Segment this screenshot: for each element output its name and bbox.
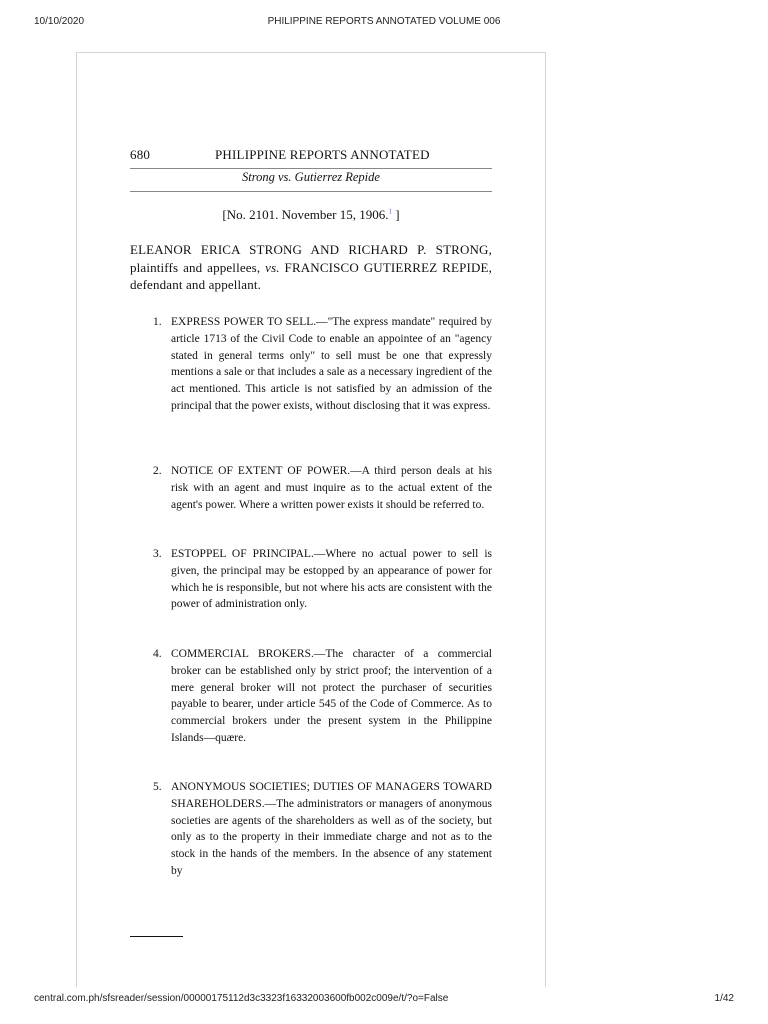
syllabus-item: [153, 314, 492, 415]
docket-line: [130, 207, 492, 223]
header-rule-bottom: [130, 191, 492, 192]
syllabus-text: ESTOPPEL OF PRINCIPAL.—Where no actual power to sell is given, the principal may be estopped by an appearance of power for which he is responsible, but not where his acts are consistent with the power of administration only.: [171, 548, 492, 611]
parties-part-1: ELEANOR ERICA STRONG AND RICHARD P. STRONG, plaintiffs and appellees,: [130, 242, 492, 275]
print-footer-url: central.com.ph/sfsreader/session/00000175112d3c3323f16332003600fb002c009e/t/?o=False: [34, 993, 449, 1004]
footnote-rule: [130, 936, 183, 937]
print-header-title: PHILIPPINE REPORTS ANNOTATED VOLUME 006: [267, 16, 501, 27]
syllabus-item: [153, 779, 492, 880]
footnote-link[interactable]: 1: [388, 207, 392, 216]
case-parties: [130, 241, 492, 294]
syllabus-number: 5.: [153, 781, 162, 793]
syllabus-number: 3.: [153, 548, 162, 560]
syllabus-number: 2.: [153, 465, 162, 477]
running-title: PHILIPPINE REPORTS ANNOTATED: [215, 147, 430, 162]
parties-vs: vs.: [265, 259, 280, 275]
header-rule-top: [130, 168, 492, 169]
print-date: 10/10/2020: [34, 16, 85, 27]
syllabus-text: COMMERCIAL BROKERS.—The character of a commercial broker can be established only by strict proof; the intervention of a mere general broker will not protect the purchaser of securities payable to bearer, under article 545 of the Code of Commerce. As to commercial brokers under the present system in the Philippine Islands—quære.: [171, 648, 492, 744]
case-caption: Strong vs. Gutierrez Repide: [242, 170, 380, 184]
syllabus-text: EXPRESS POWER TO SELL.—"The express mandate" required by article 1713 of the Civil Code to enable an appointee of an "agency stated in general terms only" to sell must be one that expressly mentions a sale or that includes a sale as a necessary ingredient of the act mentioned. This article is not satisfied by an admission of the principal that the power exists, without disclosing that it was express.: [171, 316, 492, 412]
syllabus-number: 1.: [153, 316, 162, 328]
print-page-count: 1/42: [714, 993, 734, 1004]
syllabus-text: ANONYMOUS SOCIETIES; DUTIES OF MANAGERS TOWARD SHAREHOLDERS.—The administrators or managers of anonymous societies are agents of the shareholders as well as of the society, but only as to the property in their immediate charge and not as to the stock in the hands of the members. In the absence of any statement by: [171, 781, 492, 877]
syllabus-item: [153, 546, 492, 613]
parties-part-2: FRANCISCO GUTIERREZ REPIDE, defendant and appellant.: [130, 259, 492, 292]
syllabus-number: 4.: [153, 648, 162, 660]
docket-end: ]: [392, 207, 400, 222]
syllabus-item: [153, 463, 492, 513]
syllabus-item: [153, 646, 492, 747]
syllabus-text: NOTICE OF EXTENT OF POWER.—A third person deals at his risk with an agent and must inquire as to the actual extent of the agent's power. Where a written power exists it should be referred to.: [171, 465, 492, 511]
docket-text: [No. 2101. November 15, 1906.: [222, 207, 389, 222]
page-number: 680: [130, 147, 151, 162]
